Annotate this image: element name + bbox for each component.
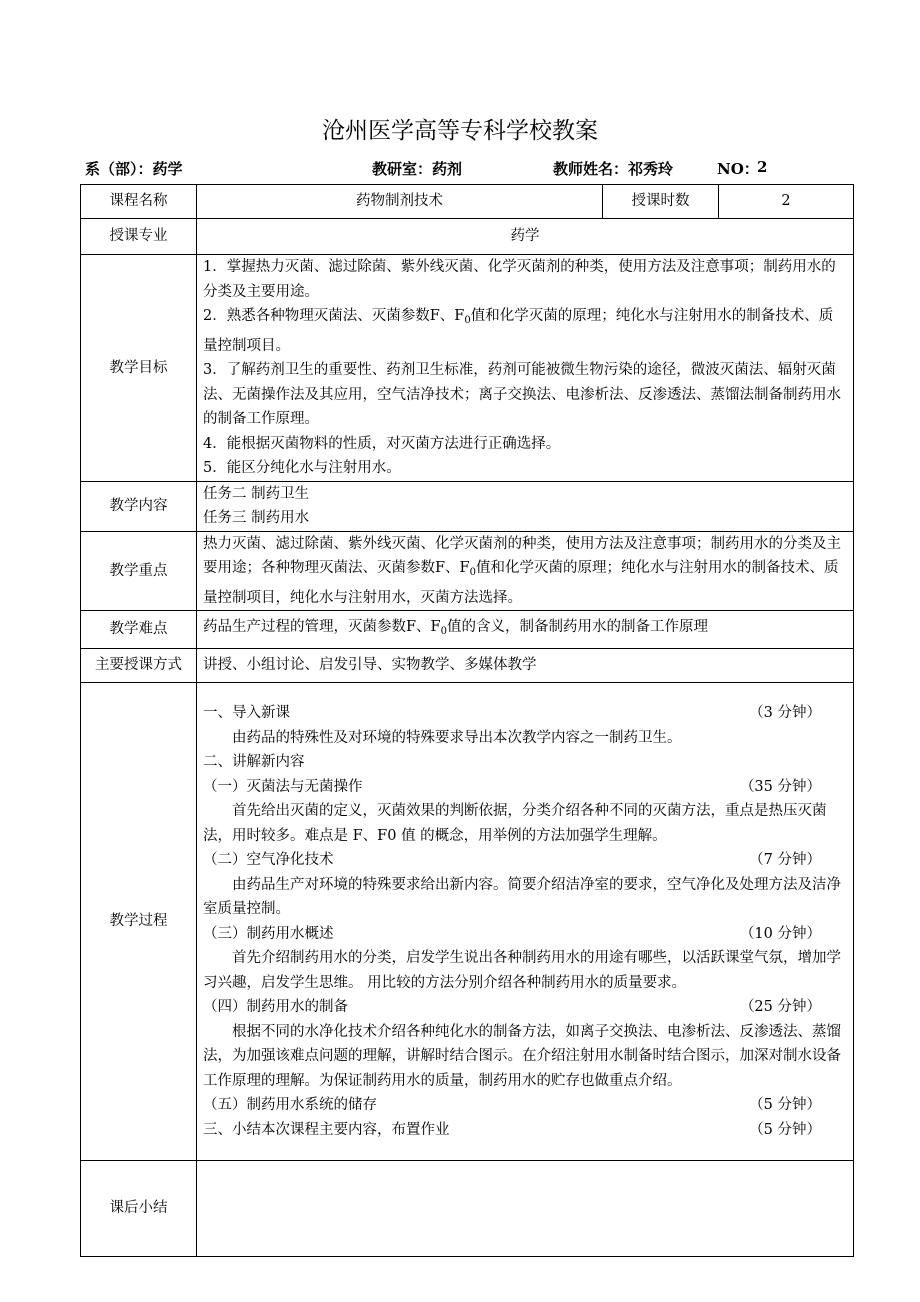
- section-time: （7 分钟）: [749, 852, 821, 868]
- section-title: （三）制药用水概述: [203, 925, 334, 942]
- goal-item: 3．了解药剂卫生的重要性、药剂卫生标准，药剂可能被微生物污染的途径，微波灭菌法、辐射灭菌法、无菌操作法及其应用，空气洁净技术；离子交换法、电渗析法、反渗透法、蒸馏法制备制药用水的制备工作原理。: [203, 362, 841, 427]
- goals-row: [81, 255, 854, 482]
- section-text: 首先给出灭菌的定义，灭菌效果的判断依据，分类介绍各种不同的灭菌方法，重点是热压灭菌法，用时较多。难点是 F、F0 值 的概念，用举例的方法加强学生理解。: [203, 803, 827, 844]
- subscript: 0: [469, 567, 476, 578]
- section-title: （五）制药用水系统的储存: [203, 1097, 377, 1113]
- method-label: 主要授课方式: [81, 649, 197, 683]
- key-points-label: 教学重点: [81, 531, 197, 611]
- key-points-value: [197, 531, 854, 611]
- hours-label: 授课时数: [603, 185, 719, 219]
- section-time: （35 分钟）: [739, 778, 821, 795]
- no-label: NO：: [717, 160, 759, 178]
- major-label: 授课专业: [81, 219, 197, 255]
- section-time: （25 分钟）: [739, 999, 821, 1015]
- key-points-row: [81, 531, 854, 611]
- content-value: [197, 481, 854, 531]
- process-content: [197, 683, 854, 1161]
- difficult-value: [197, 611, 854, 649]
- content-row: [81, 481, 854, 531]
- subscript: 0: [464, 315, 471, 326]
- teacher-label: 教师姓名：祁秀玲: [553, 160, 674, 178]
- major-row: [81, 219, 854, 255]
- difficult-text: 药品生产过程的管理，灭菌参数F、F: [203, 618, 441, 635]
- goal-item: 1．掌握热力灭菌、滤过除菌、紫外线灭菌、化学灭菌剂的种类，使用方法及注意事项；制药用水的分类及主要用途。: [203, 259, 836, 300]
- section-text: 首先介绍制药用水的分类，启发学生说出各种制药用水的用途有哪些，以活跃课堂气氛，增加学习兴趣，启发学生思维。 用比较的方法分别介绍各种制药用水的质量要求。: [203, 950, 841, 991]
- process-line: [203, 701, 847, 726]
- summary-label: 课后小结: [81, 1161, 197, 1257]
- section-text: 根据不同的水净化技术介绍各种纯化水的制备方法，如离子交换法、电渗析法、反渗透法、蒸馏法，为加强该难点问题的理解，讲解时结合图示。在介绍注射用水制备时结合图示，加深对制水设备工作原理的理解。为保证制药用水的质量，制药用水的贮存也做重点介绍。: [203, 1023, 841, 1089]
- office-label: 教研室：药剂: [372, 160, 463, 178]
- goal-item: 5．能区分纯化水与注射用水。: [203, 460, 401, 476]
- process-line: [203, 1093, 847, 1118]
- content-item: 任务二 制药卫生: [203, 485, 310, 502]
- content-label: 教学内容: [81, 481, 197, 531]
- section-title: 二、讲解新内容: [203, 754, 305, 770]
- summary-row: [81, 1161, 854, 1257]
- hours-value: 2: [719, 185, 854, 219]
- process-line: [203, 922, 847, 947]
- process-label: 教学过程: [81, 683, 197, 1161]
- section-time: （10 分钟）: [739, 925, 821, 942]
- process-line: [203, 848, 847, 873]
- method-value: 讲授、小组讨论、启发引导、实物教学、多媒体教学: [197, 649, 854, 683]
- section-text: 由药品生产对环境的特殊要求给出新内容。简要介绍洁净室的要求，空气净化及处理方法及洁净室质量控制。: [203, 876, 841, 917]
- course-name-value: 药物制剂技术: [197, 185, 603, 219]
- difficult-label: 教学难点: [81, 611, 197, 649]
- process-line: [203, 750, 847, 775]
- course-name-label: 课程名称: [81, 185, 197, 219]
- lesson-plan-table: [80, 184, 854, 1257]
- section-time: （5 分钟）: [749, 1097, 821, 1113]
- process-row: [81, 683, 854, 1161]
- page-title: 沧州医学高等专科学校教案: [322, 118, 598, 144]
- process-line: [203, 995, 847, 1020]
- goal-item: 4．能根据灭菌物料的性质，对灭菌方法进行正确选择。: [203, 435, 561, 452]
- no-value: 2: [757, 158, 768, 176]
- section-title: （二）空气净化技术: [203, 852, 334, 868]
- key-text: 值和化学灭菌的原理；纯化水与注射用水的制备技术、质量控制项目，纯化水与注射用水，灭菌方法选择。: [203, 560, 839, 606]
- key-text: 热力灭菌、滤过除菌、紫外线灭菌、化学灭菌剂的种类，使用方法及注意事项；制药用水的分类及主要用途；各种物理灭菌法、灭菌参数F、F: [203, 535, 841, 576]
- subscript: 0: [440, 625, 447, 637]
- course-row: [81, 185, 854, 219]
- section-title: （四）制药用水的制备: [203, 999, 348, 1015]
- process-line: [203, 775, 847, 800]
- section-time: （5 分钟）: [749, 1121, 821, 1138]
- section-title: 三、小结本次课程主要内容，布置作业: [203, 1121, 450, 1138]
- goal-text: 值和化学灭菌的原理；纯化水与注射用水的制备技术、质量控制项目。: [203, 308, 834, 354]
- goal-text: 2．熟悉各种物理灭菌法、灭菌参数F、F: [203, 308, 465, 324]
- section-title: （一）灭菌法与无菌操作: [203, 778, 363, 795]
- goals-label: 教学目标: [81, 255, 197, 482]
- goal-item: [203, 304, 847, 358]
- difficult-text: 值的含义，制备制药用水的制备工作原理: [447, 618, 708, 635]
- difficult-row: [81, 611, 854, 649]
- section-time: （3 分钟）: [749, 705, 821, 721]
- content-item: 任务三 制药用水: [203, 510, 310, 526]
- section-title: 一、导入新课: [203, 705, 290, 721]
- method-row: [81, 649, 854, 683]
- section-text: 由药品的特殊性及对环境的特殊要求导出本次教学内容之一制药卫生。: [232, 729, 682, 746]
- goals-content: [197, 255, 854, 482]
- major-value: 药学: [197, 219, 854, 255]
- summary-value: [197, 1161, 854, 1257]
- department-label: 系（部）：药学: [85, 160, 183, 178]
- process-line: [203, 1118, 847, 1143]
